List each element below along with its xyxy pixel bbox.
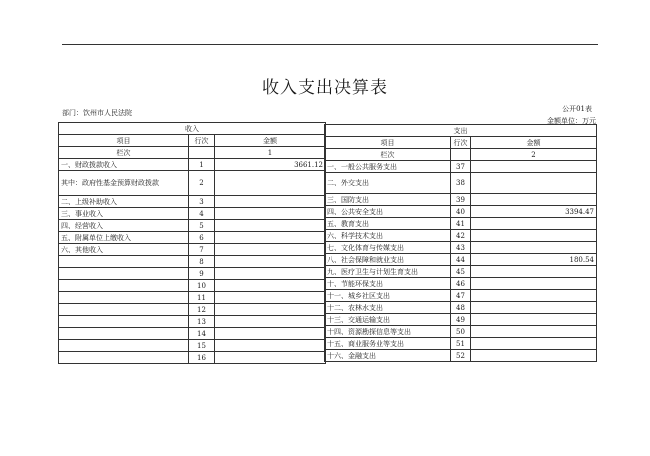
income-row (59, 328, 326, 340)
income-row-line: 10 (189, 280, 215, 292)
income-sub-item: 栏次 (59, 147, 189, 159)
expense-section-header: 支出 (325, 125, 597, 137)
income-row (59, 292, 326, 304)
page-title: 收入支出决算表 (262, 78, 388, 98)
income-col-line: 行次 (189, 135, 215, 147)
income-row-line: 9 (189, 268, 215, 280)
expense-row-line: 42 (451, 230, 471, 242)
expense-row (325, 290, 597, 302)
expense-row-amount (471, 338, 597, 350)
income-table (58, 122, 326, 364)
income-row-amount (215, 292, 326, 304)
income-row-item: 六、其他收入 (59, 244, 189, 256)
income-row-line: 16 (189, 352, 215, 364)
top-rule (62, 44, 598, 45)
expense-row-item: 十一、城乡社区支出 (325, 290, 451, 302)
expense-col-item: 项目 (325, 137, 451, 149)
expense-row-line: 37 (451, 161, 471, 173)
expense-row-amount (471, 290, 597, 302)
income-row-item (59, 304, 189, 316)
expense-row (325, 266, 597, 278)
expense-sub-amount: 2 (471, 149, 597, 161)
income-row-line: 1 (189, 159, 215, 171)
expense-row (325, 326, 597, 338)
expense-row-line: 43 (451, 242, 471, 254)
income-row-line: 6 (189, 232, 215, 244)
income-row (59, 256, 326, 268)
income-row (59, 340, 326, 352)
income-row-amount (215, 268, 326, 280)
expense-row-line: 50 (451, 326, 471, 338)
income-row (59, 220, 326, 232)
amount-unit: 金额单位：万元 (547, 117, 596, 125)
expense-col-amount: 金额 (471, 137, 597, 149)
expense-row-item: 七、文化体育与传媒支出 (325, 242, 451, 254)
income-row-line: 8 (189, 256, 215, 268)
income-row-line: 11 (189, 292, 215, 304)
income-row (59, 268, 326, 280)
form-code: 公开01表 (562, 105, 592, 113)
income-row-line: 5 (189, 220, 215, 232)
income-row-amount (215, 352, 326, 364)
expense-row-line: 44 (451, 254, 471, 266)
expense-row-line: 38 (451, 173, 471, 194)
income-row-line: 12 (189, 304, 215, 316)
income-row-line: 3 (189, 196, 215, 208)
income-row (59, 171, 326, 196)
expense-row (325, 338, 597, 350)
income-row-line: 13 (189, 316, 215, 328)
expense-row-item: 五、教育支出 (325, 218, 451, 230)
income-section-header: 收入 (59, 123, 326, 135)
expense-table (324, 124, 597, 362)
department-label: 部门：饮州市人民法院 (62, 109, 132, 117)
income-row-amount (215, 232, 326, 244)
expense-row-item: 八、社会保障和就业支出 (325, 254, 451, 266)
income-row-line: 2 (189, 171, 215, 196)
expense-row-line: 46 (451, 278, 471, 290)
expense-row-item: 十四、资源勘探信息等支出 (325, 326, 451, 338)
expense-row-item: 一、一般公共服务支出 (325, 161, 451, 173)
expense-row-amount (471, 266, 597, 278)
income-row (59, 196, 326, 208)
expense-row-line: 41 (451, 218, 471, 230)
income-row-item (59, 352, 189, 364)
expense-row (325, 173, 597, 194)
expense-row-item: 九、医疗卫生与计划生育支出 (325, 266, 451, 278)
expense-row-amount (471, 326, 597, 338)
expense-col-line: 行次 (451, 137, 471, 149)
income-row-amount (215, 256, 326, 268)
expense-row-item: 四、公共安全支出 (325, 206, 451, 218)
expense-row-line: 51 (451, 338, 471, 350)
expense-row (325, 302, 597, 314)
income-row (59, 244, 326, 256)
income-row-line: 4 (189, 208, 215, 220)
income-row-item: 五、附属单位上缴收入 (59, 232, 189, 244)
expense-row-item: 十六、金融支出 (325, 350, 451, 362)
income-row-item (59, 268, 189, 280)
income-row-item: 一、财政拨款收入 (59, 159, 189, 171)
income-row-item: 三、事业收入 (59, 208, 189, 220)
income-row-item (59, 292, 189, 304)
income-row-item (59, 256, 189, 268)
income-row-amount (215, 208, 326, 220)
expense-row (325, 218, 597, 230)
expense-row-line: 48 (451, 302, 471, 314)
expense-row-amount (471, 218, 597, 230)
income-row (59, 208, 326, 220)
income-row-amount (215, 280, 326, 292)
expense-row (325, 206, 597, 218)
income-row-amount (215, 220, 326, 232)
expense-row-item: 三、国防支出 (325, 194, 451, 206)
expense-row-item: 十五、商业服务业等支出 (325, 338, 451, 350)
expense-row-item: 十三、交通运输支出 (325, 314, 451, 326)
expense-row-amount (471, 302, 597, 314)
expense-row-line: 52 (451, 350, 471, 362)
expense-row-item: 六、科学技术支出 (325, 230, 451, 242)
expense-row (325, 161, 597, 173)
income-row (59, 304, 326, 316)
expense-row-amount (471, 194, 597, 206)
expense-row-amount (471, 242, 597, 254)
income-row-line: 7 (189, 244, 215, 256)
income-row-amount (215, 316, 326, 328)
income-col-amount: 金额 (215, 135, 326, 147)
income-row (59, 280, 326, 292)
income-row-amount (215, 340, 326, 352)
expense-row-amount (471, 278, 597, 290)
expense-row (325, 242, 597, 254)
expense-row (325, 194, 597, 206)
expense-row-line: 47 (451, 290, 471, 302)
expense-row (325, 230, 597, 242)
income-col-item: 项目 (59, 135, 189, 147)
income-row-amount (215, 304, 326, 316)
income-row-item (59, 328, 189, 340)
income-row-line: 14 (189, 328, 215, 340)
expense-row-amount (471, 173, 597, 194)
expense-row-line: 40 (451, 206, 471, 218)
expense-row (325, 254, 597, 266)
expense-row-amount: 3394.47 (471, 206, 597, 218)
expense-row-amount (471, 350, 597, 362)
expense-row-amount (471, 314, 597, 326)
expense-row (325, 278, 597, 290)
expense-row-line: 49 (451, 314, 471, 326)
income-row-item (59, 316, 189, 328)
income-row-amount (215, 196, 326, 208)
expense-row (325, 350, 597, 362)
expense-row-amount: 180.54 (471, 254, 597, 266)
expense-row (325, 314, 597, 326)
expense-sub-item: 栏次 (325, 149, 451, 161)
expense-row-item: 十、节能环保支出 (325, 278, 451, 290)
income-row (59, 316, 326, 328)
expense-row-line: 39 (451, 194, 471, 206)
income-sub-amount: 1 (215, 147, 326, 159)
income-row-item: 二、上级补助收入 (59, 196, 189, 208)
income-row-item (59, 280, 189, 292)
income-sub-line (189, 147, 215, 159)
expense-row-item: 二、外交支出 (325, 173, 451, 194)
income-row (59, 232, 326, 244)
income-row (59, 159, 326, 171)
income-row-item: 四、经营收入 (59, 220, 189, 232)
income-row-item (59, 340, 189, 352)
income-row-amount (215, 244, 326, 256)
expense-row-line: 45 (451, 266, 471, 278)
expense-row-amount (471, 230, 597, 242)
income-row-amount (215, 171, 326, 196)
expense-sub-line (451, 149, 471, 161)
income-row-item: 其中：政府性基金预算财政拨款 (59, 171, 189, 196)
income-row (59, 352, 326, 364)
income-row-amount: 3661.12 (215, 159, 326, 171)
income-row-line: 15 (189, 340, 215, 352)
income-row-amount (215, 328, 326, 340)
expense-row-item: 十二、农林水支出 (325, 302, 451, 314)
expense-row-amount (471, 161, 597, 173)
